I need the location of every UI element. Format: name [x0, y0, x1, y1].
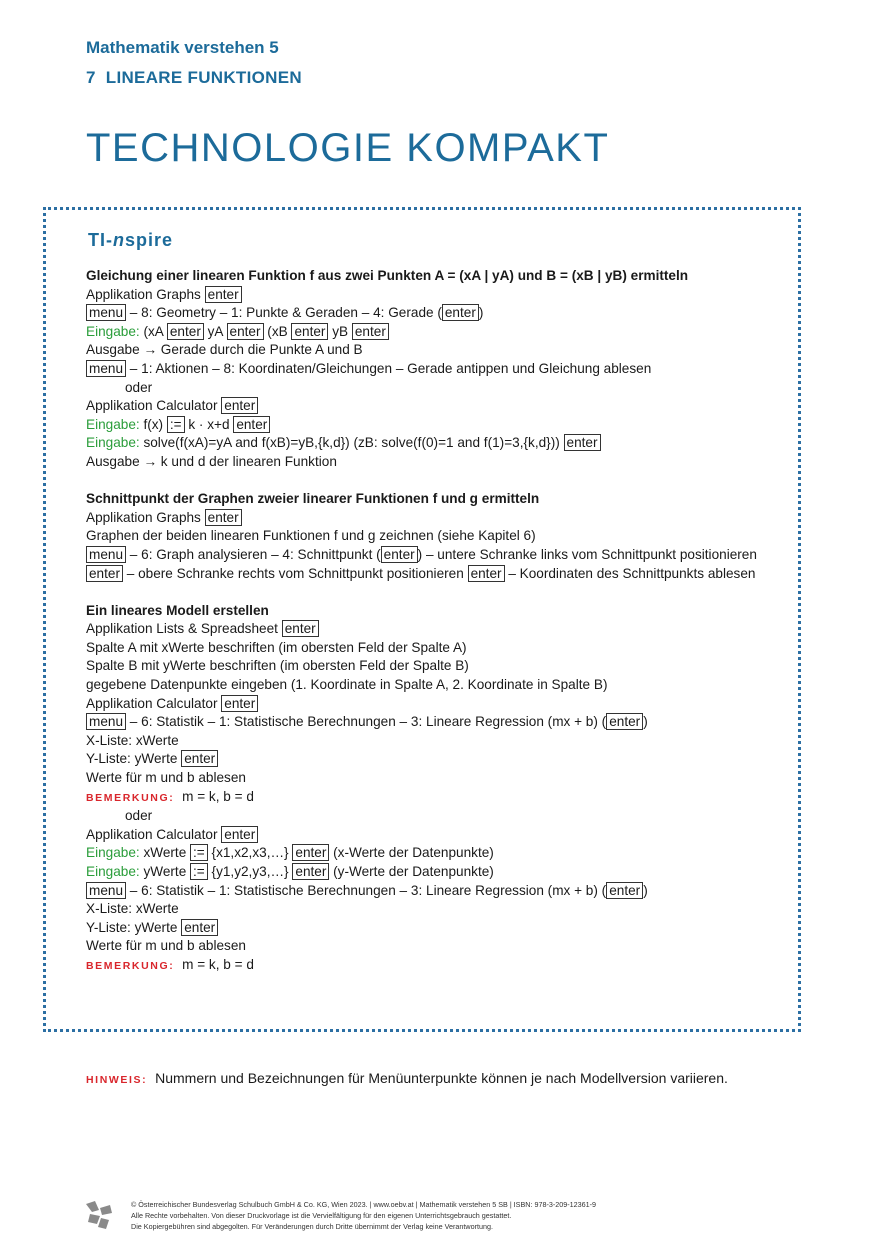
input-label: Eingabe: — [86, 864, 140, 879]
instruction-line — [86, 900, 796, 919]
instruction-text: solve(f(xA)=yA and f(xB)=yB,{k,d}) (zB: solve(f(0)=1 and f(1)=3,{k,d})) — [139, 435, 564, 451]
instruction-line — [86, 807, 796, 826]
remark-label: BEMERKUNG: — [86, 791, 175, 804]
instruction-line — [86, 509, 796, 528]
hint-note — [86, 1070, 728, 1086]
instruction-text: yWerte — [139, 864, 191, 879]
brand-prefix: TI- — [88, 230, 113, 250]
key-label: enter — [221, 695, 258, 712]
instruction-text: Spalte A mit xWerte beschriften (im obersten Feld der Spalte A) — [86, 639, 467, 655]
instruction-text: ) — [478, 305, 484, 321]
instruction-line — [86, 882, 796, 901]
section-heading: Gleichung einer linearen Funktion f aus zwei Punkten A = (xA | yA) und B = (xB | yB) ermitteln — [86, 268, 689, 283]
instruction-text: Applikation Graphs — [86, 286, 205, 302]
instruction-text: oder — [125, 808, 153, 824]
hint-label: HINWEIS: — [86, 1074, 148, 1086]
instruction-text: m = k, b = d — [178, 788, 254, 804]
instructions — [86, 267, 796, 976]
instruction-text: k · x+d — [184, 416, 234, 432]
instruction-text: – obere Schranke rechts vom Schnittpunkt positionieren — [122, 565, 468, 581]
key-label: enter — [221, 826, 258, 843]
section-heading: Schnittpunkt der Graphen zweier linearer Funktionen f und g ermitteln — [86, 491, 540, 507]
key-label: enter — [291, 323, 328, 340]
instruction-text: {x1,x2,x3,…} — [207, 845, 293, 861]
remark-label: BEMERKUNG: — [86, 959, 175, 972]
instruction-line — [86, 750, 796, 769]
key-label: := — [167, 416, 185, 433]
instruction-text: {y1,y2,y3,…} — [207, 864, 293, 879]
instruction-text: Applikation Calculator — [86, 398, 222, 414]
key-label: := — [190, 863, 208, 880]
instruction-line — [86, 639, 796, 658]
instruction-text: Werte für m und b ablesen — [86, 770, 246, 786]
key-label: := — [190, 844, 208, 861]
key-label: enter — [564, 434, 601, 451]
brand-n: n — [113, 230, 125, 250]
key-label: enter — [468, 565, 505, 582]
input-label: Eingabe: — [86, 845, 140, 861]
key-label: enter — [442, 304, 479, 321]
instruction-text: m = k, b = d — [178, 956, 254, 972]
footer-line: Alle Rechte vorbehalten. Von dieser Druckvorlage ist die Vervielfältigung für den eigenen Unterrichtsgebrauch gestattet. — [131, 1211, 512, 1220]
instruction-text: gegebene Datenpunkte eingeben (1. Koordinate in Spalte A, 2. Koordinate in Spalte B) — [86, 677, 608, 693]
key-label: enter — [181, 750, 218, 767]
instruction-line — [86, 304, 796, 323]
instruction-text: (xA — [139, 323, 167, 339]
key-label: enter — [227, 323, 264, 340]
instruction-text: Ausgabe → Gerade durch die Punkte A und B — [86, 342, 363, 358]
key-label: enter — [181, 919, 218, 936]
instruction-line — [86, 360, 796, 379]
instruction-line — [86, 453, 796, 472]
instruction-line — [86, 416, 796, 435]
instruction-text: Spalte B mit yWerte beschriften (im obersten Feld der Spalte B) — [86, 658, 469, 674]
instruction-line — [86, 565, 796, 584]
chapter-number: 7 — [86, 68, 96, 87]
key-label: enter — [205, 286, 242, 303]
key-label: enter — [606, 882, 643, 899]
instruction-line — [86, 379, 796, 398]
key-label: enter — [292, 863, 329, 880]
instruction-text: (x-Werte der Datenpunkte) — [329, 845, 494, 861]
brand-heading — [88, 230, 173, 251]
instruction-text: Ausgabe → k und d der linearen Funktion — [86, 453, 337, 469]
section-heading: Ein lineares Modell erstellen — [86, 602, 269, 618]
instruction-text: – 6: Graph analysieren – 4: Schnittpunkt ( — [126, 546, 381, 562]
key-label: enter — [86, 565, 123, 582]
instruction-line — [86, 788, 796, 808]
instruction-text: yB — [328, 323, 352, 339]
instruction-text: X-Liste: xWerte — [86, 732, 179, 748]
instruction-text: Applikation Lists & Spreadsheet — [86, 621, 282, 637]
chapter-heading — [86, 68, 302, 88]
input-label: Eingabe: — [86, 416, 140, 432]
key-label: enter — [167, 323, 204, 340]
instruction-text: Werte für m und b ablesen — [86, 938, 246, 954]
instruction-line — [86, 323, 796, 342]
instruction-line — [86, 713, 796, 732]
instruction-line — [86, 434, 796, 453]
instruction-line — [86, 956, 796, 976]
key-label: enter — [292, 844, 329, 861]
book-title: Mathematik verstehen 5 — [86, 38, 279, 57]
page-title: TECHNOLOGIE KOMPAKT — [86, 126, 610, 170]
instruction-text: Applikation Calculator — [86, 695, 222, 711]
instruction-line — [86, 732, 796, 751]
technology-box — [43, 207, 801, 1032]
instruction-line — [86, 769, 796, 788]
key-label: enter — [233, 416, 270, 433]
instruction-text: Y-Liste: yWerte — [86, 751, 182, 767]
publisher-logo-icon — [82, 1198, 116, 1232]
key-label: menu — [86, 882, 126, 899]
key-label: menu — [86, 304, 126, 321]
instruction-text: f(x) — [139, 416, 167, 432]
instruction-text: Graphen der beiden linearen Funktionen f und g zeichnen (siehe Kapitel 6) — [86, 528, 536, 544]
instruction-text: xWerte — [139, 845, 191, 861]
instruction-line — [86, 919, 796, 938]
spacer — [86, 472, 796, 491]
instruction-text: ) — [643, 714, 648, 730]
instruction-line — [86, 620, 796, 639]
chapter-title: LINEARE FUNKTIONEN — [105, 68, 302, 87]
hint-text: Nummern und Bezeichnungen für Menüunterpunkte können je nach Modellversion variieren. — [151, 1070, 728, 1086]
instruction-text: – 6: Statistik – 1: Statistische Berechnungen – 3: Lineare Regression (mx + b) ( — [126, 714, 607, 730]
copyright-footer — [131, 1199, 596, 1232]
instruction-line — [86, 826, 796, 845]
instruction-line — [86, 657, 796, 676]
key-label: menu — [86, 713, 126, 730]
instruction-text: yA — [203, 323, 227, 339]
instruction-line — [86, 695, 796, 714]
instruction-text: ) – untere Schranke links vom Schnittpunkt positionieren — [417, 546, 757, 562]
instruction-text: Applikation Calculator — [86, 826, 222, 842]
footer-line: © Österreichischer Bundesverlag Schulbuch GmbH & Co. KG, Wien 2023. | www.oebv.at | Mathematik verstehen 5 SB | ISBN: 978-3-209-12361-9 — [131, 1200, 596, 1209]
key-label: enter — [381, 546, 418, 563]
instruction-text: – 6: Statistik – 1: Statistische Berechnungen – 3: Lineare Regression (mx + b) ( — [126, 882, 607, 898]
instruction-text: – 1: Aktionen – 8: Koordinaten/Gleichungen – Gerade antippen und Gleichung ablesen — [126, 360, 652, 376]
input-label: Eingabe: — [86, 435, 140, 451]
instruction-line — [86, 546, 796, 565]
instruction-line — [86, 397, 796, 416]
instruction-line — [86, 527, 796, 546]
instruction-text: Y-Liste: yWerte — [86, 919, 182, 935]
footer-line: Die Kopiergebühren sind abgegolten. Für Veränderungen durch Dritte übernimmt der Verlag keine Verantwortung. — [131, 1222, 493, 1231]
instruction-text: X-Liste: xWerte — [86, 901, 179, 917]
instruction-line — [86, 286, 796, 305]
instruction-line — [86, 844, 796, 863]
instruction-text: – Koordinaten des Schnittpunkts ablesen — [504, 565, 756, 581]
key-label: enter — [205, 509, 242, 526]
instruction-line — [86, 937, 796, 956]
instruction-text: (xB — [263, 323, 292, 339]
instruction-text: (y-Werte der Datenpunkte) — [329, 864, 494, 879]
key-label: enter — [352, 323, 389, 340]
key-label: menu — [86, 546, 126, 563]
key-label: enter — [221, 397, 258, 414]
instruction-text: oder — [125, 379, 153, 395]
instruction-line — [86, 676, 796, 695]
instruction-text: Applikation Graphs — [86, 509, 205, 525]
instruction-text: – 8: Geometry – 1: Punkte & Geraden – 4: Gerade ( — [126, 305, 442, 321]
spacer — [86, 583, 796, 602]
instruction-line — [86, 341, 796, 360]
key-label: enter — [606, 713, 643, 730]
key-label: menu — [86, 360, 126, 377]
input-label: Eingabe: — [86, 323, 140, 339]
instruction-text: ) — [643, 882, 648, 898]
key-label: enter — [282, 620, 319, 637]
brand-suffix: spire — [125, 230, 174, 250]
instruction-line — [86, 863, 796, 882]
